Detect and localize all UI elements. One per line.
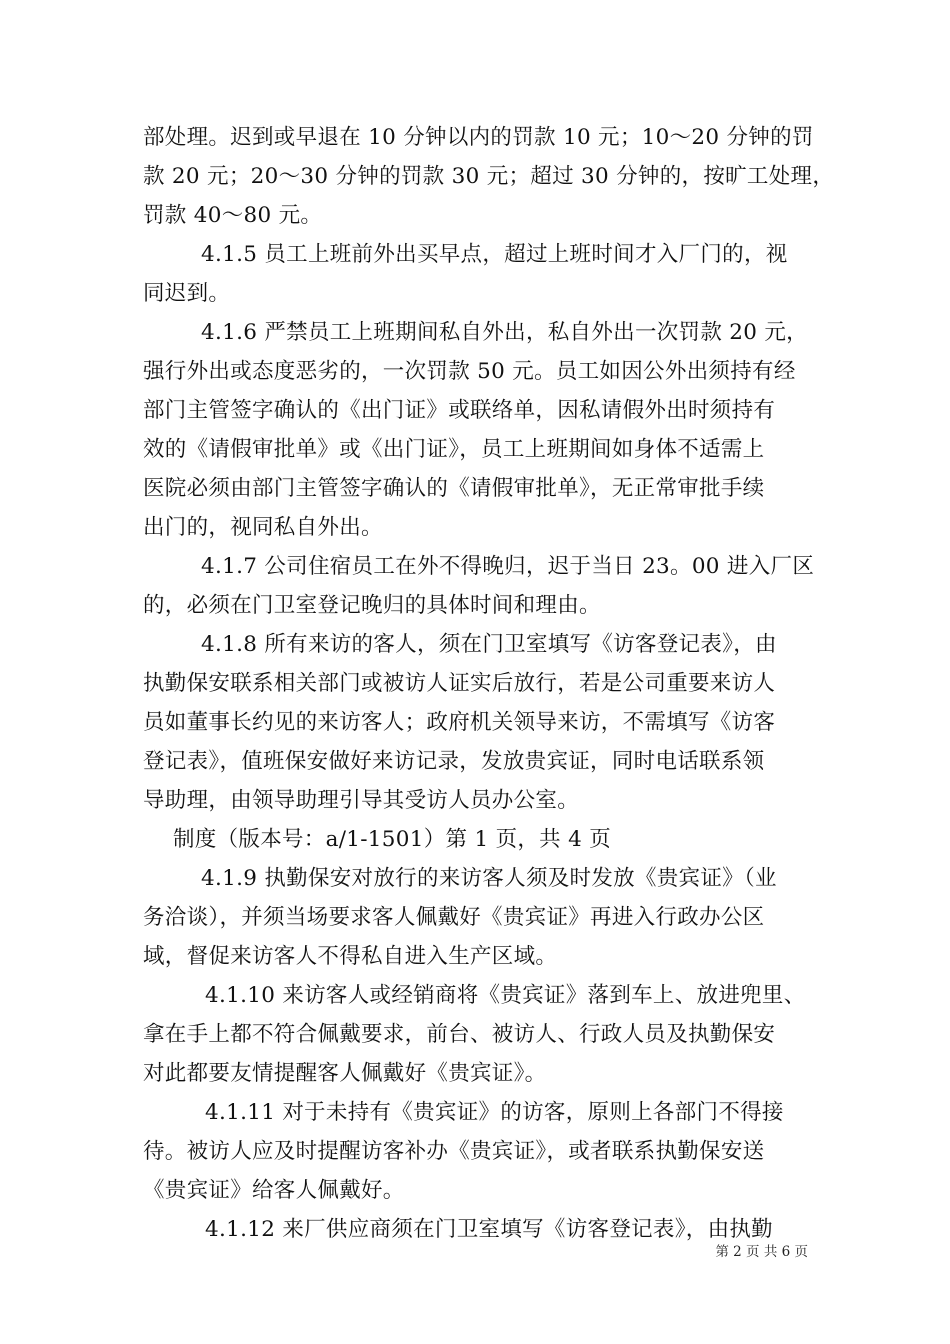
text-line: 效的《请假审批单》或《出门证》，员工上班期间如身体不适需上: [143, 437, 765, 462]
text-line: 款 20 元；20～30 分钟的罚款 30 元；超过 30 分钟的，按旷工处理，: [143, 164, 835, 189]
text-line: 罚款 40～80 元。: [143, 203, 323, 228]
page-footer: 第 2 页 共 6 页: [715, 1244, 808, 1260]
text-line: 务洽谈），并须当场要求客人佩戴好《贵宾证》再进入行政办公区: [143, 905, 765, 930]
text-line: 对此都要友情提醒客人佩戴好《贵宾证》。: [143, 1061, 547, 1086]
text-line: 待。被访人应及时提醒访客补办《贵宾证》，或者联系执勤保安送: [143, 1139, 765, 1164]
text-line: 执勤保安联系相关部门或被访人证实后放行，若是公司重要来访人: [143, 671, 776, 696]
text-line: 部处理。迟到或早退在 10 分钟以内的罚款 10 元；10～20 分钟的罚: [143, 125, 814, 150]
clause-4-1-9: 4.1.9 执勤保安对放行的来访客人须及时发放《贵宾证》（业: [201, 866, 777, 891]
clause-4-1-5: 4.1.5 员工上班前外出买早点，超过上班时间才入厂门的，视: [201, 242, 788, 267]
text-line: 的，必须在门卫室登记晚归的具体时间和理由。: [143, 593, 601, 618]
text-line: 域，督促来访客人不得私自进入生产区域。: [143, 944, 558, 969]
document-body: [143, 118, 835, 1249]
text-line: 出门的，视同私自外出。: [143, 515, 383, 540]
text-line: 员如董事长约见的来访客人；政府机关领导来访，不需填写《访客: [143, 710, 776, 735]
clause-4-1-11: 4.1.11 对于未持有《贵宾证》的访客，原则上各部门不得接: [205, 1100, 784, 1125]
text-line: 强行外出或态度恶劣的，一次罚款 50 元。员工如因公外出须持有经: [143, 359, 796, 384]
clause-4-1-7: 4.1.7 公司住宿员工在外不得晚归，迟于当日 23。00 进入厂区: [201, 554, 815, 579]
text-line: 登记表》，值班保安做好来访记录，发放贵宾证，同时电话联系领: [143, 749, 765, 774]
text-line: 同迟到。: [143, 281, 231, 306]
text-line: 拿在手上都不符合佩戴要求，前台、被访人、行政人员及执勤保安: [143, 1022, 776, 1047]
clause-4-1-12: 4.1.12 来厂供应商须在门卫室填写《访客登记表》，由执勤: [205, 1217, 773, 1242]
inline-page-note: 制度（版本号：a/1-1501）第 1 页，共 4 页: [173, 827, 612, 852]
text-line: 导助理，由领导助理引导其受访人员办公室。: [143, 788, 580, 813]
clause-4-1-10: 4.1.10 来访客人或经销商将《贵宾证》落到车上、放进兜里、: [205, 983, 806, 1008]
text-line: 部门主管签字确认的《出门证》或联络单，因私请假外出时须持有: [143, 398, 776, 423]
text-line: 《贵宾证》给客人佩戴好。: [143, 1178, 405, 1203]
clause-4-1-6: 4.1.6 严禁员工上班期间私自外出，私自外出一次罚款 20 元，: [201, 320, 808, 345]
text-line: 医院必须由部门主管签字确认的《请假审批单》，无正常审批手续: [143, 476, 765, 501]
clause-4-1-8: 4.1.8 所有来访的客人，须在门卫室填写《访客登记表》，由: [201, 632, 777, 657]
